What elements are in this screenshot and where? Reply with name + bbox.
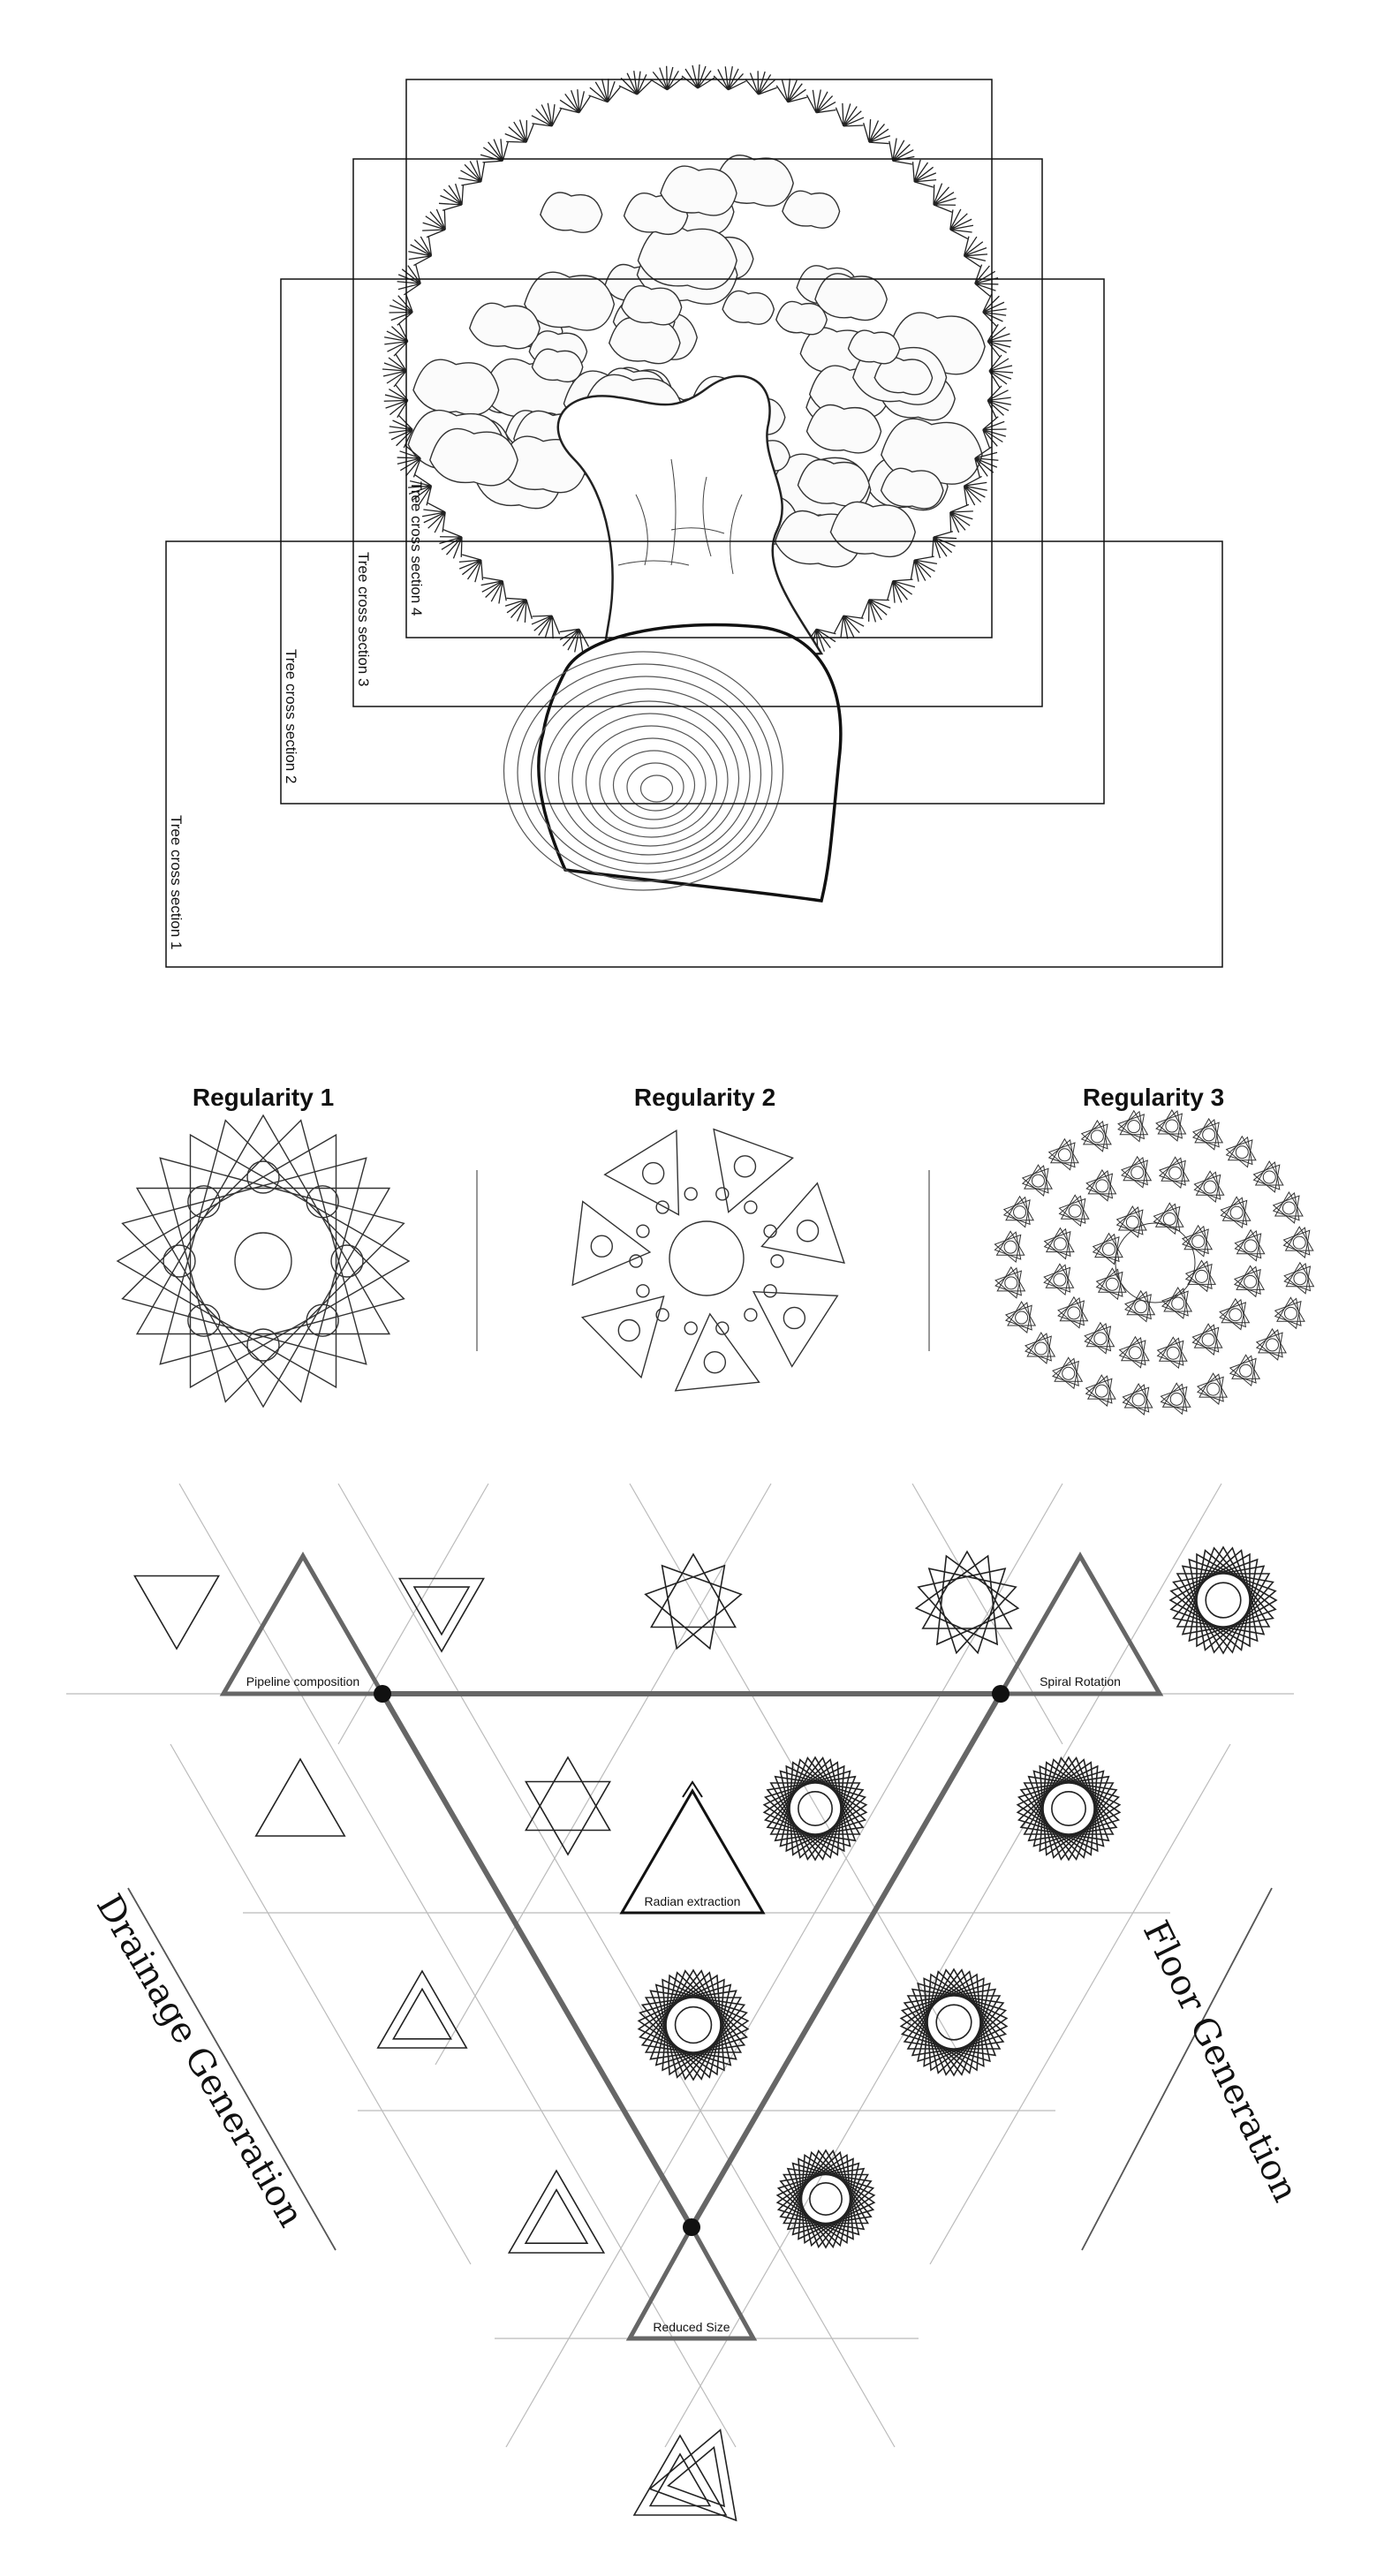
reg3-star-hole (1293, 1236, 1305, 1249)
reg1-triangle (117, 1135, 337, 1387)
reg3-star-hole (1236, 1146, 1248, 1159)
canopy-blob (806, 404, 881, 452)
leaf-cluster (404, 230, 439, 270)
reg3-star-hole (1202, 1333, 1214, 1346)
reg3-star-hole (1167, 1347, 1179, 1359)
glyph-spiral-full-circle (1206, 1583, 1241, 1618)
leaf-cluster (386, 291, 416, 328)
reg3-star-hole (1166, 1120, 1178, 1132)
reg3-star-hole (1229, 1309, 1242, 1321)
reg2-triangle (582, 1296, 663, 1378)
reg3-star-hole (1207, 1383, 1220, 1395)
main-inverted-triangle (382, 1694, 1001, 2227)
glyph-spiral-e-circle (810, 2183, 842, 2215)
canopy-blob (815, 274, 887, 321)
regularity-3-pattern (994, 1110, 1313, 1415)
reg3-star-hole (1163, 1212, 1176, 1225)
canopy-blob (722, 291, 774, 324)
reg1-triangle (160, 1121, 404, 1364)
cross-section-labels (168, 481, 425, 949)
reg2-hole (734, 1156, 755, 1177)
leaf-cluster (979, 291, 1010, 329)
reg2-small-hole (716, 1188, 729, 1200)
reg3-star-hole (1016, 1311, 1028, 1324)
canopy-blob (532, 349, 582, 381)
left-side-line (128, 1888, 336, 2250)
reg3-star-hole (1244, 1275, 1257, 1288)
reg3-star-hole (1196, 1270, 1208, 1282)
reg3-star-hole (1091, 1130, 1103, 1143)
reg3-star-hole (1240, 1364, 1252, 1377)
grid-line (170, 1744, 471, 2264)
horizontal-guides (66, 1694, 1294, 2338)
reg3-center-circle (1115, 1223, 1195, 1303)
glyph-plain-up (256, 1759, 344, 1836)
glyph-hollow-up-inner (393, 1989, 450, 2039)
leaf-cluster (986, 384, 1013, 419)
reg2-hole (643, 1163, 664, 1184)
reg3-star-hole (1129, 1347, 1141, 1359)
regularity-2-pattern (572, 1129, 844, 1391)
reg3-star-hole (1284, 1307, 1297, 1319)
reg2-triangle (605, 1130, 679, 1214)
leaf-cluster (713, 64, 748, 92)
section-label-4: Tree cross section 4 (408, 481, 425, 616)
reg3-star-hole (1204, 1181, 1216, 1193)
glyph-open-up (509, 2171, 603, 2253)
canopy-blob (783, 191, 840, 228)
canopy-blob (881, 468, 943, 509)
reg3-star-hole (1069, 1205, 1081, 1217)
triangle-diagram (66, 1484, 1305, 2520)
reg2-hole (783, 1307, 805, 1328)
leaf-cluster (970, 261, 1002, 300)
spiral-rotation-label: Spiral Rotation (1040, 1674, 1121, 1688)
reg2-hole (798, 1220, 819, 1242)
reg3-star-hole (1170, 1393, 1183, 1405)
leaf-cluster (382, 322, 410, 358)
reg2-small-hole (764, 1285, 776, 1297)
glyph-twist-5 (919, 1568, 1005, 1653)
reg2-small-hole (745, 1201, 757, 1213)
reg3-star-hole (1294, 1273, 1306, 1285)
leaf-cluster (382, 354, 406, 387)
leaf-cluster (743, 68, 780, 98)
radian-extraction-label: Radian extraction (644, 1894, 741, 1908)
leaf-cluster (474, 570, 515, 609)
glyph-twist-2 (526, 1782, 609, 1855)
leaf-cluster (434, 178, 473, 218)
glyph-bottom-2 (650, 2430, 737, 2520)
leaf-cluster (649, 64, 684, 92)
leaf-cluster (986, 323, 1013, 359)
leaf-cluster (881, 132, 921, 172)
node-bottom (683, 2218, 700, 2236)
reg1-triangle (123, 1158, 367, 1401)
leaf-cluster (924, 525, 963, 565)
reg3-star-hole (1032, 1175, 1044, 1187)
reg3-star-hole (1126, 1216, 1138, 1228)
glyph-spiral-a-circle (798, 1792, 832, 1825)
reg3-star-hole (1035, 1342, 1047, 1355)
leaf-cluster (433, 524, 472, 564)
leaf-cluster (475, 132, 516, 171)
leaf-cluster (979, 414, 1010, 451)
regularity-3-title: Regularity 3 (1082, 1084, 1225, 1111)
reg2-small-hole (684, 1322, 697, 1334)
pipeline-triangle (223, 1556, 382, 1694)
glyph-twist-3 (646, 1566, 725, 1649)
reg2-triangle (572, 1202, 650, 1286)
leaf-cluster (616, 68, 654, 98)
reg3-star-hole (1005, 1277, 1017, 1289)
grid-line (435, 1484, 771, 2065)
grid-line (338, 1484, 895, 2447)
reg2-small-hole (684, 1188, 697, 1200)
reg3-star-hole (1128, 1121, 1140, 1133)
leaf-cluster (989, 355, 1013, 388)
node-right (992, 1685, 1010, 1703)
reg3-star-hole (1106, 1278, 1118, 1290)
leaf-cluster (829, 98, 870, 135)
section-label-3: Tree cross section 3 (355, 552, 372, 687)
glyph-plain-down (134, 1576, 218, 1650)
glyph-spiral-b-circle (1052, 1792, 1085, 1825)
leaf-cluster (555, 84, 594, 119)
canopy-blob (430, 428, 518, 485)
reg3-star-hole (1230, 1206, 1243, 1219)
leaf-cluster (904, 154, 943, 194)
leaf-cluster (452, 548, 492, 588)
section-label-1: Tree cross section 1 (168, 815, 185, 950)
floor-generation-label: Floor Generation (1134, 1915, 1306, 2209)
reg2-small-hole (656, 1201, 669, 1213)
regularity-1-pattern (117, 1115, 409, 1407)
reg1-triangle (123, 1121, 367, 1364)
reg2-small-hole (716, 1322, 729, 1334)
canopy-blob (413, 359, 499, 415)
reg2-small-hole (630, 1255, 642, 1267)
regularity-row (117, 1084, 1314, 1415)
canopy-blob (849, 330, 900, 364)
reg3-star-hole (1267, 1339, 1279, 1351)
leaf-cluster (856, 590, 896, 629)
reg3-star-hole (1131, 1167, 1144, 1179)
canopy-blob (470, 303, 540, 349)
glyph-twist-3 (651, 1554, 735, 1628)
canopy-blob (622, 286, 682, 325)
leaf-cluster (881, 570, 921, 610)
regularity-1-title: Regularity 1 (192, 1084, 335, 1111)
pipeline-composition-label: Pipeline composition (246, 1674, 360, 1688)
reg3-star-hole (1096, 1180, 1108, 1192)
leaf-cluster (957, 231, 993, 271)
canopy-blob (541, 193, 602, 232)
reg3-star-hole (1282, 1202, 1295, 1214)
glyph-spiral-d-circle (936, 2005, 972, 2040)
reg1-center-circle (235, 1233, 291, 1289)
regularity-2-title: Regularity 2 (633, 1084, 776, 1111)
reg2-hole (704, 1352, 725, 1373)
section-label-2: Tree cross section 2 (283, 649, 299, 784)
leaf-cluster (682, 64, 715, 88)
reg3-star-hole (1058, 1149, 1070, 1161)
reg2-hole (591, 1235, 612, 1257)
reg2-hole (618, 1319, 639, 1341)
reg3-star-hole (1095, 1385, 1108, 1397)
reg2-small-hole (637, 1285, 649, 1297)
reduced-size-label: Reduced Size (653, 2320, 730, 2334)
glyph-hollow-down-inner (414, 1587, 469, 1635)
grid-line (630, 1484, 965, 2065)
reg2-small-hole (637, 1225, 649, 1237)
glyph-twist-2 (526, 1757, 609, 1831)
reg3-star-hole (1054, 1238, 1066, 1250)
reg3-star-hole (1062, 1367, 1075, 1379)
leaf-cluster (903, 548, 942, 589)
reg3-star-hole (1169, 1167, 1182, 1179)
reg3-star-hole (1135, 1301, 1147, 1313)
reg3-star-hole (1192, 1235, 1205, 1248)
reg3-star-hole (1244, 1240, 1257, 1252)
reg3-star-hole (1102, 1243, 1115, 1256)
reg1-triangle (160, 1158, 404, 1401)
reg3-star-hole (1094, 1333, 1107, 1345)
leaf-cluster (500, 113, 541, 152)
reg1-triangle (191, 1135, 410, 1387)
leaf-cluster (924, 178, 963, 218)
reg2-small-hole (771, 1255, 783, 1267)
canopy-blob (609, 318, 680, 364)
reg3-star-hole (1172, 1297, 1184, 1310)
reg3-star-hole (1263, 1171, 1275, 1183)
reg2-small-hole (745, 1309, 757, 1321)
reg3-star-hole (1004, 1241, 1017, 1253)
reg2-center-circle (669, 1221, 744, 1296)
leaf-cluster (526, 608, 566, 645)
glyph-hollow-up (378, 1971, 466, 2048)
reg3-star-hole (1054, 1273, 1066, 1286)
reg3-star-hole (1014, 1206, 1026, 1219)
leaf-cluster (802, 85, 842, 120)
stump-cross-section (539, 624, 841, 901)
leaf-cluster (382, 384, 410, 419)
spiral-triangle (1001, 1556, 1160, 1694)
reg2-triangle (762, 1183, 844, 1263)
node-left (374, 1685, 391, 1703)
glyph-open-up-inner (526, 2190, 587, 2244)
reg3-star-hole (1068, 1307, 1080, 1319)
reg1-triangle (137, 1115, 389, 1334)
drainage-generation-label: Drainage Generation (87, 1887, 312, 2234)
tree-illustration (382, 64, 1013, 901)
reg3-star-hole (1132, 1394, 1145, 1406)
reg1-triangle (137, 1189, 389, 1408)
glyph-spiral-c-circle (676, 2007, 712, 2043)
reg3-star-hole (1203, 1129, 1215, 1141)
